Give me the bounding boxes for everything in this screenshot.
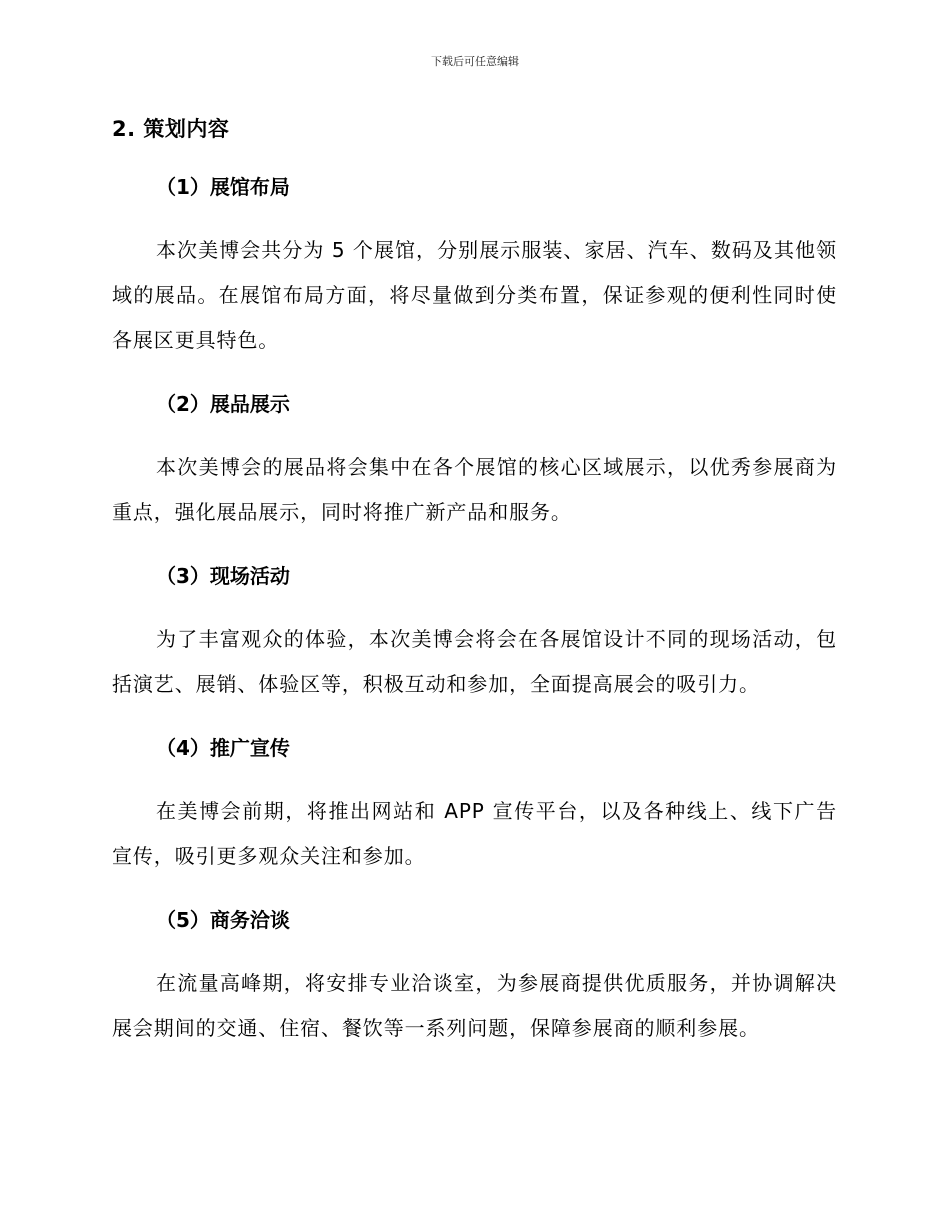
subsection-paragraph: 为了丰富观众的体验，本次美博会将会在各展馆设计不同的现场活动，包括演艺、展销、体验区等，积极互动和参加，全面提高展会的吸引力。: [112, 627, 837, 696]
document-body: [112, 112, 837, 1051]
subsection-paragraph: 在美博会前期，将推出网站和 APP 宣传平台，以及各种线上、线下广告宣传，吸引更多观众关注和参加。: [112, 799, 837, 868]
subsection-title: （5）商务洽谈: [156, 908, 290, 932]
subsection-hall-layout: [112, 170, 837, 363]
subsection-paragraph: 本次美博会的展品将会集中在各个展馆的核心区域展示，以优秀参展商为重点，强化展品展示，同时将推广新产品和服务。: [112, 455, 837, 524]
subsection-onsite-activities: [112, 559, 837, 707]
subsection-title: （1）展馆布局: [156, 175, 290, 199]
page-header: 下载后可任意编辑: [431, 55, 519, 68]
subsection-exhibit-display: [112, 387, 837, 535]
subsection-paragraph: 在流量高峰期，将安排专业洽谈室，为参展商提供优质服务，并协调解决展会期间的交通、住宿、餐饮等一系列问题，保障参展商的顺利参展。: [112, 971, 837, 1040]
subsection-business-negotiation: [112, 903, 837, 1051]
subsection-title: （4）推广宣传: [156, 736, 290, 760]
subsection-paragraph: 本次美博会共分为 5 个展馆，分别展示服装、家居、汽车、数码及其他领域的展品。在展馆布局方面，将尽量做到分类布置，保证参观的便利性同时使各展区更具特色。: [112, 238, 837, 352]
section-title: 2. 策划内容: [112, 117, 230, 141]
subsection-title: （3）现场活动: [156, 564, 290, 588]
subsection-promotion: [112, 731, 837, 879]
subsection-title: （2）展品展示: [156, 392, 290, 416]
